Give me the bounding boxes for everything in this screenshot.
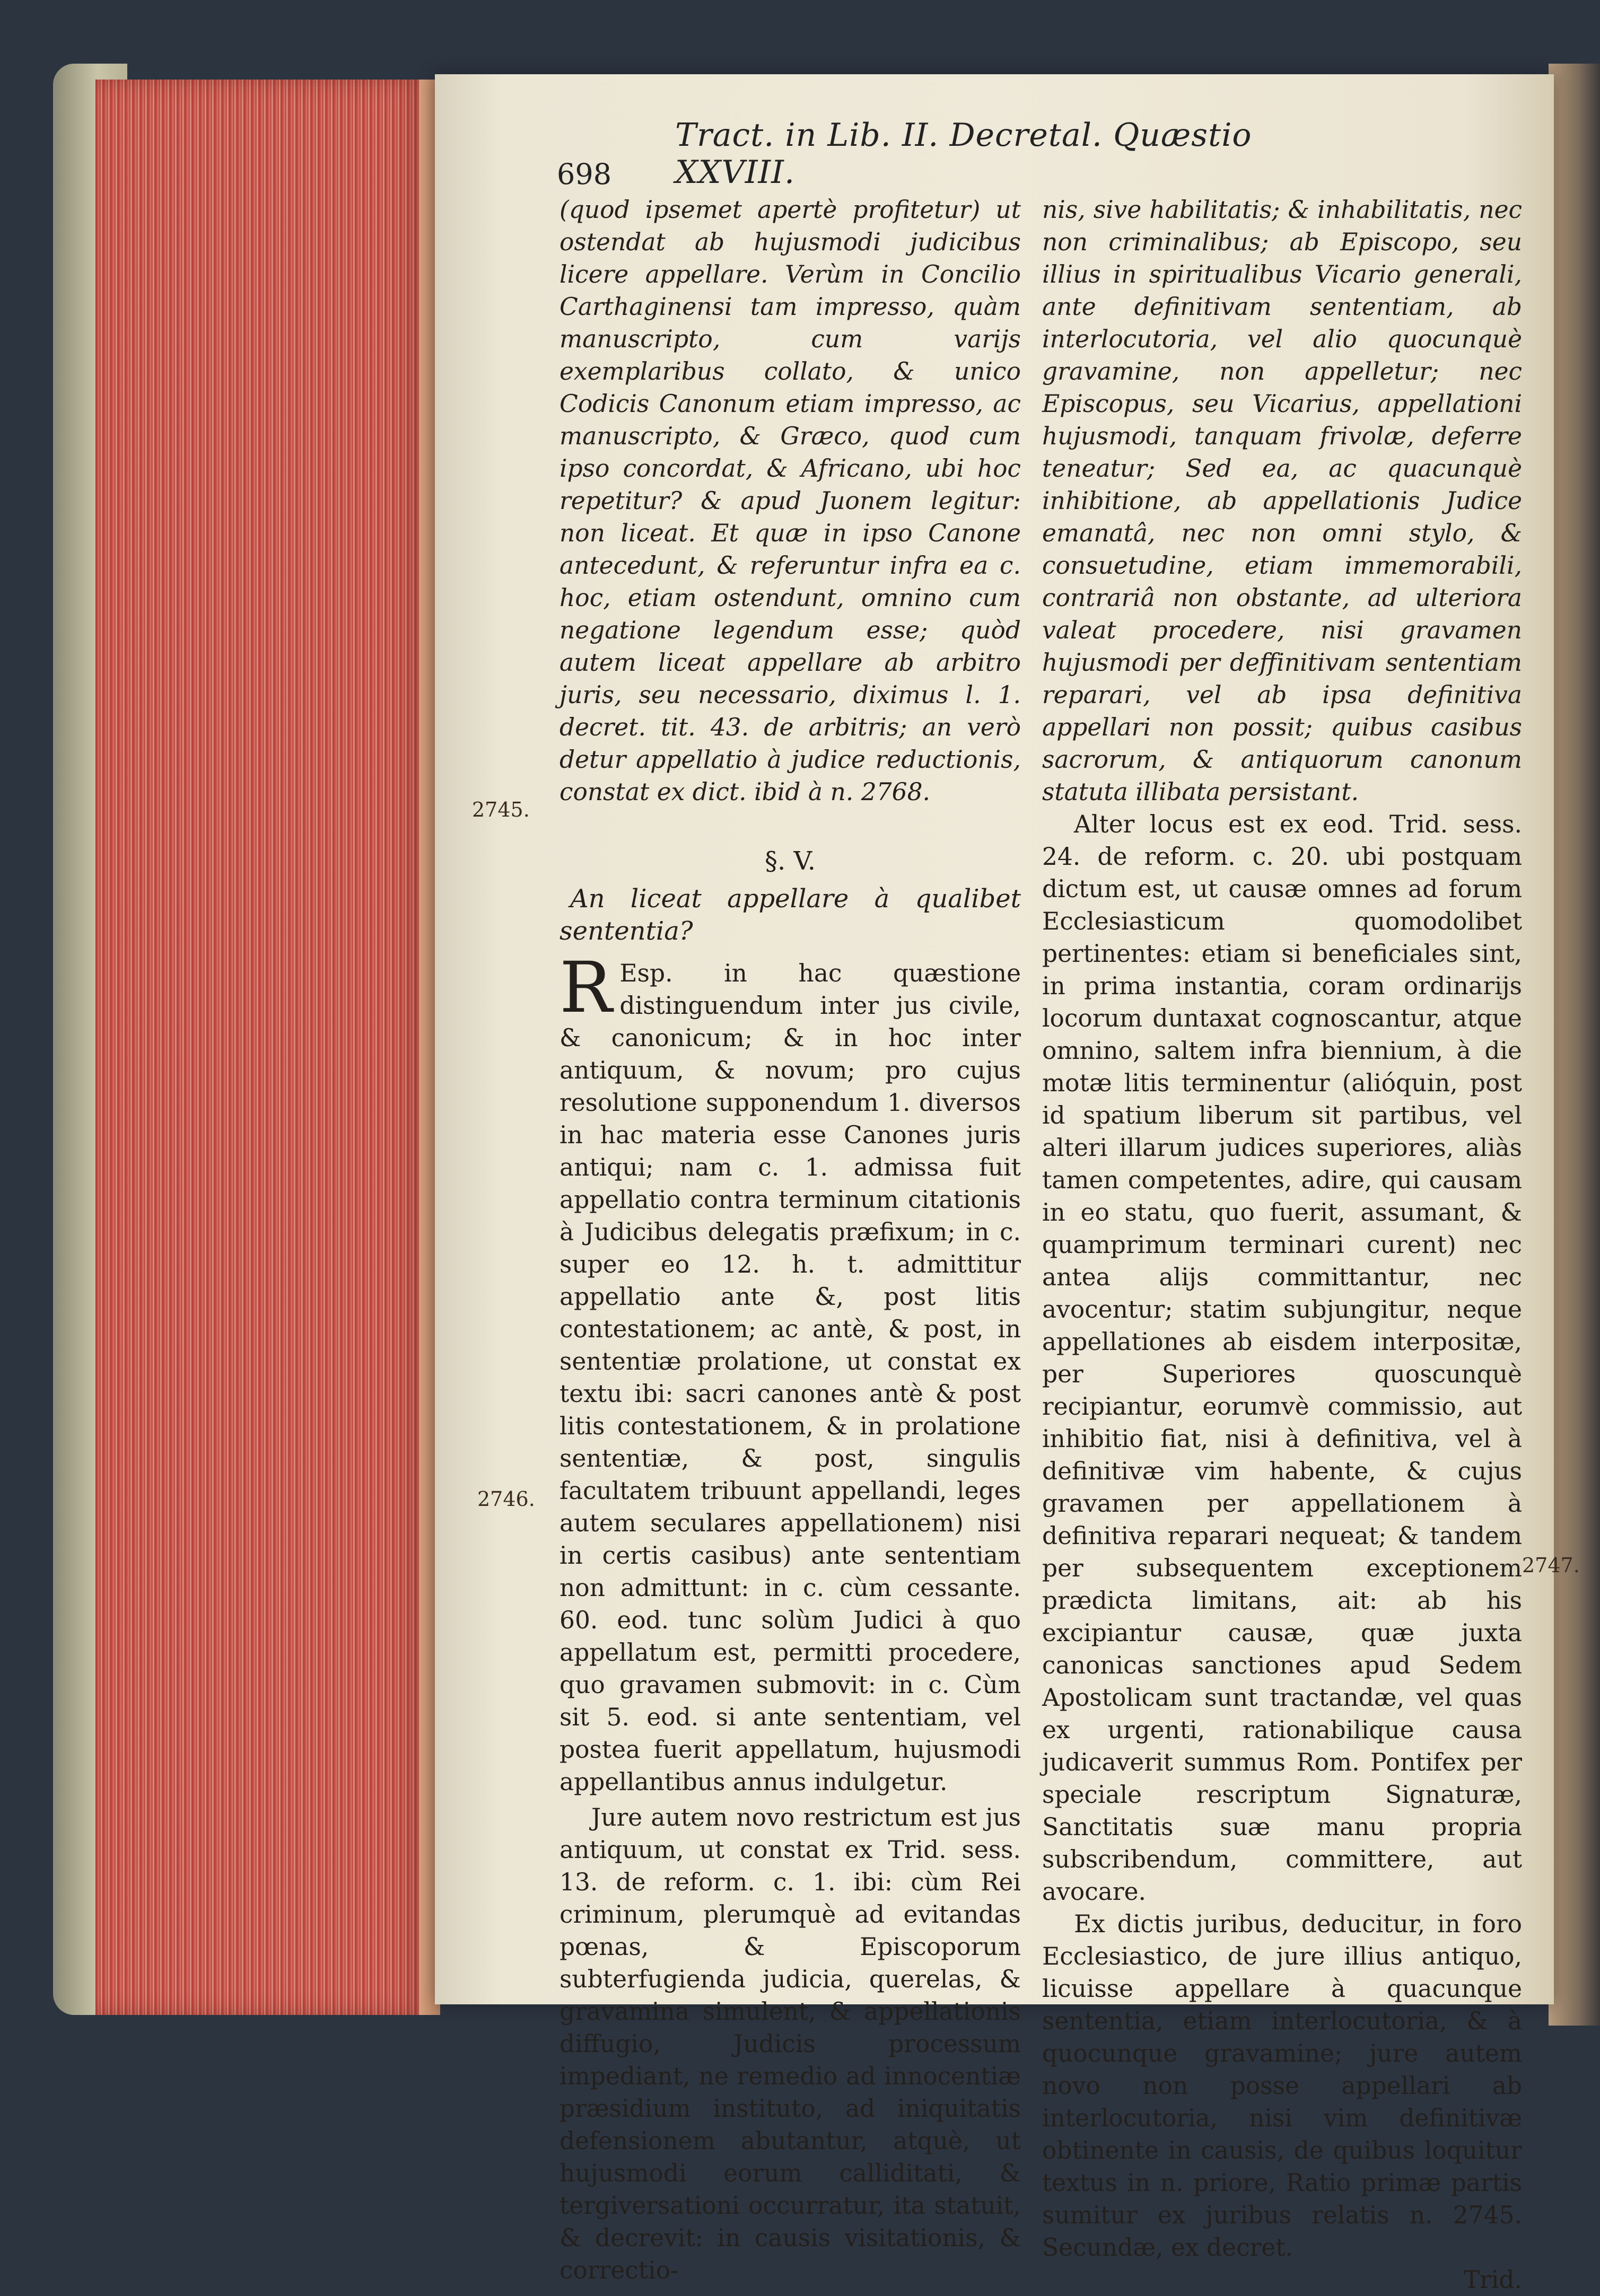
right-column bbox=[1042, 194, 1522, 2296]
left-paragraph-3: Jure autem novo restrictum est jus antiquum, ut constat ex Trid. sess. 13. de reform. c. 1. ibi: cùm Rei criminum, plerumquè ad evitandas pœnas, & Episcoporum subterfugienda judicia, querelas, & gravamina simulent, & appellationis diffugio, Judicis processum impediant, ne remedio ad innocentiæ præsidium instituto, ad iniquitatis defensionem abutantur, atquè, ut hujusmodi eorum calliditati, & tergiversationi occurratur, ita statuit, & decrevit: in causis visitationis, & correctio- bbox=[559, 1803, 1021, 2284]
page-block-red-edge bbox=[95, 80, 424, 2015]
running-header bbox=[557, 117, 1331, 191]
drop-cap: R bbox=[559, 947, 613, 1029]
section-question: An liceat appellare à qualibet sententia? bbox=[559, 884, 1021, 946]
margin-number-2746: 2746. bbox=[477, 1487, 535, 1511]
section-mark: §. V. bbox=[764, 846, 816, 876]
margin-number-2747: 2747. bbox=[1522, 1554, 1580, 1577]
right-paragraph-1: nis, sive habilitatis; & inhabilitatis, nec non criminalibus; ab Episcopo, seu illius in spiritualibus Vicario generali, ante definitivam sententiam, ab interlocutoria, vel alio quocunquè gravamine, non appelletur; nec Episcopus, seu Vicarius, appellationi hujusmodi, tanquam frivolæ, deferre teneatur; Sed ea, ac quacunquè inhibitione, ab appellationis Judice emanatâ, nec non omni stylo, & consuetudine, etiam immemorabili, contrariâ non obstante, ad ulteriora valeat procedere, nisi gravamen hujusmodi per deffinitivam sententiam reparari, vel ab ipsa definitiva appellari non possit; quibus casibus sacrorum, & antiquorum canonum statuta illibata persistant. bbox=[1042, 196, 1522, 806]
margin-number-2745: 2745. bbox=[472, 798, 530, 821]
right-paragraph-2: Alter locus est ex eod. Trid. sess. 24. de reform. c. 20. ubi postquam dictum est, ut causæ omnes ad forum Ecclesiasticum quomodolibet pertinentes: etiam si beneficiales sint, in prima instantia, coram ordinarijs locorum duntaxat cognoscantur, atque omnino, saltem infra biennium, à die motæ litis terminentur (alióquin, post id spatium liberum sit partibus, vel alteri illarum judices superiores, aliàs tamen competentes, adire, qui causam in eo statu, quo fuerit, assumant, & quamprimum terminari curent) nec antea alijs committantur, nec avocentur; statim subjungitur, neque appellationes ab eisdem interpositæ, per Superiores quoscunquè recipiantur, eorumvè commissio, aut inhibitio fiat, nisi à definitiva, vel à definitivæ vim habente, & cujus gravamen per appellationem à definitiva reparari nequeat; & tandem per subsequentem exceptionem prædicta limitans, ait: ab his excipiantur causæ, quæ juxta canonicas sanctiones apud Sedem Apostolicam sunt tractandæ, vel quas ex urgenti, rationabilique causa judicaverit summus Rom. Pontifex per speciale rescriptum Signaturæ, Sanctitatis suæ manu propria subscribendum, committere, aut avocare. bbox=[1042, 810, 1522, 1906]
page-number: 698 bbox=[557, 157, 612, 191]
left-paragraph-2 bbox=[559, 947, 1021, 1798]
left-paragraph-1: (quod ipsemet apertè profitetur) ut ostendat ab hujusmodi judicibus licere appellare. Verùm in Concilio Carthaginensi tam impresso, quàm manuscripto, cum varijs exemplaribus collato, & unico Codicis Canonum etiam impresso, ac manuscripto, & Græco, quod cum ipso concordat, & Africano, ubi hoc repetitur? & apud Juonem legitur: non liceat. Et quæ in ipso Canone antecedunt, & referuntur infra ea c. hoc, etiam ostendunt, omnino cum negatione legendum esse; quòd autem liceat appellare ab arbitro juris, seu necessario, diximus l. 1. decret. tit. 43. de arbitris; an verò detur appellatio à judice reductionis, constat ex dict. ibid à n. 2768. bbox=[559, 196, 1021, 806]
running-title: Tract. in Lib. II. Decretal. Quæstio XXVIII. bbox=[675, 117, 1252, 191]
facing-page-edge bbox=[1549, 64, 1600, 2026]
left-column bbox=[559, 194, 1021, 2286]
catchword: Trid. bbox=[1463, 2266, 1522, 2294]
right-paragraph-3: Ex dictis juribus, deducitur, in foro Ecclesiastico, de jure illius antiquo, licuisse appellare à quacunque sententia, etiam interlocutoria, & à quocunque gravamine; jure autem novo non posse appellari ab interlocutoria, nisi vim definitivæ obtinente in causis, de quibus loquitur textus in n. priore, Ratio primæ partis sumitur ex juribus relatis n. 2745. Secundæ, ex decret. bbox=[1042, 1910, 1522, 2262]
left-paragraph-2-text: Esp. in hac quæstione distinguendum inter jus civile, & canonicum; & in hoc inter antiquum, & novum; pro cujus resolutione supponendum 1. diversos in hac materia esse Canones juris antiqui; nam c. 1. admissa fuit appellatio contra terminum citationis à Judicibus delegatis præfixum; in c. super eo 12. h. t. admittitur appellatio ante &, post litis contestationem; ac antè, & post, in sententiæ prolatione, ut constat ex textu ibi: sacri canones antè & post litis contestationem, & in prolatione sententiæ, & post, singulis facultatem tribuunt appellandi, leges autem seculares appellationem) nisi in certis casibus) ante sententiam non admittunt: in c. cùm cessante. 60. eod. tunc solùm Judici à quo appellatum est, permitti procedere, quo gravamen submovit: in c. Cùm sit 5. eod. si ante sententiam, vel postea fuerit appellatum, hujusmodi appellantibus annus indulgetur. bbox=[559, 959, 1021, 1796]
